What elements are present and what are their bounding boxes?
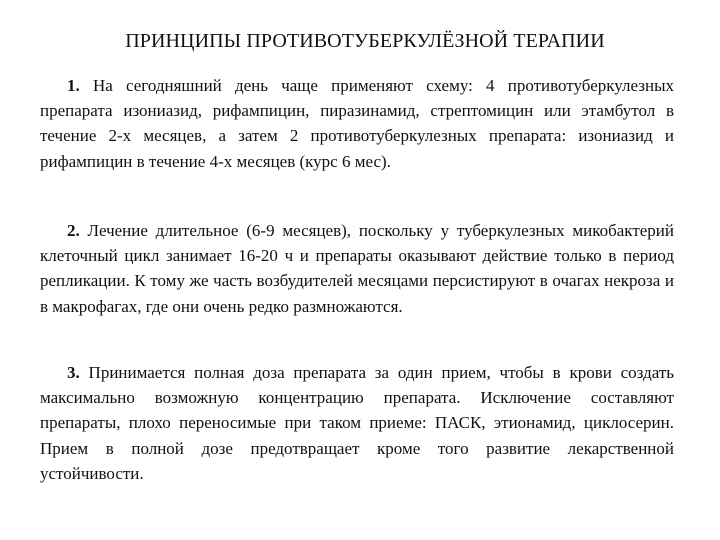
page-title: ПРИНЦИПЫ ПРОТИВОТУБЕРКУЛЁЗНОЙ ТЕРАПИИ — [125, 30, 605, 52]
paragraph-2 — [40, 218, 674, 319]
paragraph-number: 2. — [67, 221, 80, 240]
paragraph-text: Лечение длительное (6-9 месяцев), поскольку у туберкулезных микобактерий клеточный цикл занимает 16-20 ч и препараты оказывают действие только в период репликации. К тому же часть возбудителей месяцами персистируют в очагах некроза и в макрофагах, где они очень редко размножаются. — [40, 221, 674, 316]
paragraph-1 — [40, 73, 674, 174]
paragraph-text: Принимается полная доза препарата за один прием, чтобы в крови создать максимально возможную концентрацию препарата. Исключение составляют препараты, плохо переносимые при таком приеме: ПАСК, этионамид, циклосерин. Прием в полной дозе предотвращает кроме того развитие лекарственной устойчивости. — [40, 363, 675, 483]
paragraph-text: На сегодняшний день чаще применяют схему: 4 противотуберкулезных препарата изониазид, рифампицин, пиразинамид, стрептомицин или этамбутол в течение 2-х месяцев, а затем 2 противотуберкулезных препарата: изониазид и рифампицин в течение 4-х месяцев (курс 6 мес). — [40, 76, 675, 171]
paragraph-3 — [40, 360, 674, 486]
paragraph-number: 1. — [67, 76, 80, 95]
paragraph-number: 3. — [67, 363, 80, 382]
